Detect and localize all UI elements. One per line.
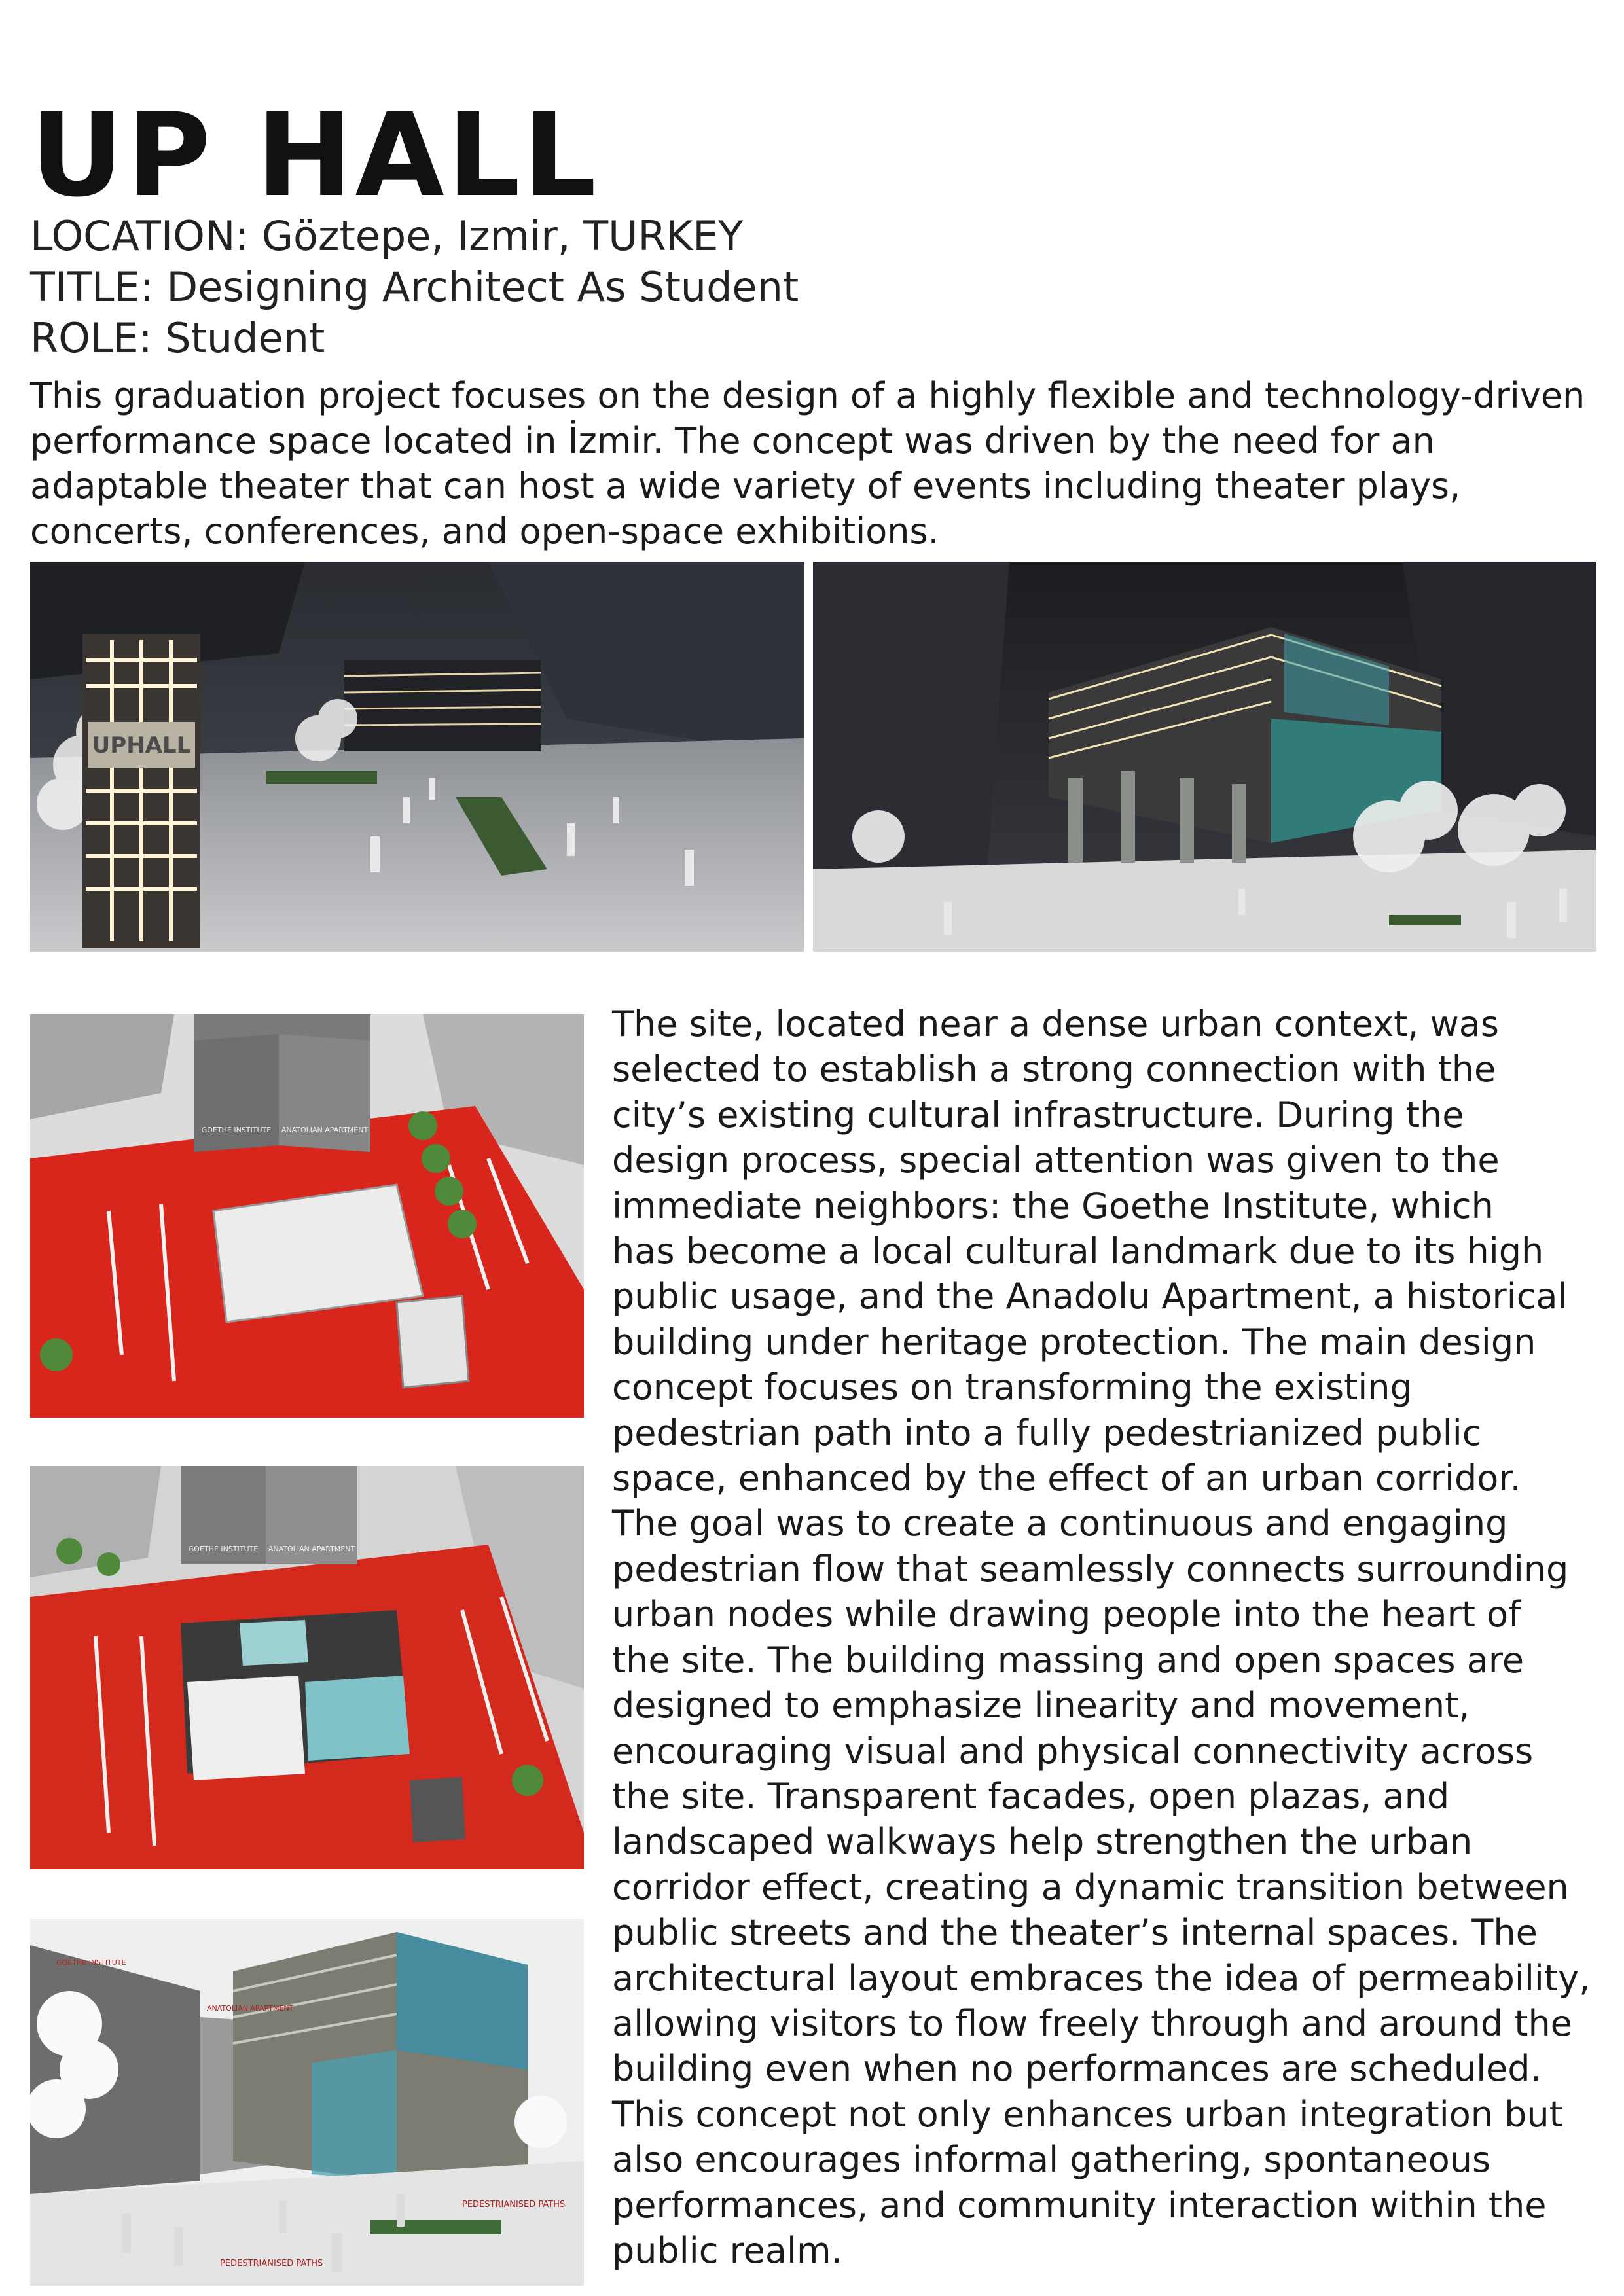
body-line: designed to emphasize linearity and movement, bbox=[612, 1685, 1470, 1727]
page-title: UP HALL bbox=[30, 88, 599, 223]
body-line: The goal was to create a continuous and engaging bbox=[612, 1503, 1508, 1545]
map-label: ANATOLIAN APARTMENT bbox=[207, 2004, 294, 2013]
body-line: design process, special attention was given to the bbox=[612, 1139, 1500, 1181]
body-line: This concept not only enhances urban integration but bbox=[612, 2093, 1563, 2135]
map-label: GOETHE INSTITUTE bbox=[201, 1126, 272, 1134]
body-line: corridor effect, creating a dynamic transition between bbox=[612, 1866, 1569, 1908]
body-line: public streets and the theater’s internal spaces. The bbox=[612, 1912, 1538, 1954]
body-line: selected to establish a strong connection with the bbox=[612, 1049, 1496, 1090]
map-label: ANATOLIAN APARTMENT bbox=[268, 1545, 355, 1553]
role-line: ROLE: Student bbox=[30, 314, 325, 362]
intro-line: concerts, conferences, and open-space exhibitions. bbox=[30, 511, 939, 552]
intro-line: adaptable theater that can host a wide variety of events including theater plays, bbox=[30, 465, 1461, 507]
location-line: LOCATION: Göztepe, Izmir, TURKEY bbox=[30, 212, 744, 260]
body-line: allowing visitors to flow freely through and around the bbox=[612, 2002, 1572, 2044]
body-line: urban nodes while drawing people into the heart of bbox=[612, 1594, 1521, 1636]
body-line: space, enhanced by the effect of an urban corridor. bbox=[612, 1458, 1521, 1499]
intro-line: performance space located in İzmir. The concept was driven by the need for an bbox=[30, 420, 1435, 461]
body-line: performances, and community interaction within the bbox=[612, 2184, 1547, 2226]
project-title-line: TITLE: Designing Architect As Student bbox=[30, 263, 799, 311]
map-label: GOETHE INSTITUTE bbox=[56, 1958, 126, 1967]
body-line: the site. The building massing and open spaces are bbox=[612, 1639, 1525, 1681]
body-line: architectural layout embraces the idea of permeability, bbox=[612, 1957, 1591, 1999]
body-line: public usage, and the Anadolu Apartment, a historical bbox=[612, 1276, 1568, 1318]
map-label: ANATOLIAN APARTMENT bbox=[281, 1126, 369, 1134]
body-line: encouraging visual and physical connectivity across bbox=[612, 1730, 1534, 1772]
night-building-render bbox=[813, 562, 1596, 952]
body-line: building under heritage protection. The main design bbox=[612, 1321, 1536, 1363]
body-line: has become a local cultural landmark due to its high bbox=[612, 1230, 1544, 1272]
body-line: city’s existing cultural infrastructure. During the bbox=[612, 1094, 1464, 1136]
body-line: building even when no performances are scheduled. bbox=[612, 2048, 1542, 2090]
night-plaza-render bbox=[30, 562, 804, 952]
intro-paragraph bbox=[30, 373, 1614, 554]
map-label: PEDESTRIANISED PATHS bbox=[462, 2200, 566, 2210]
body-line: concept focuses on transforming the existing bbox=[612, 1367, 1413, 1408]
body-line: pedestrian flow that seamlessly connects surrounding bbox=[612, 1548, 1569, 1590]
body-line: also encourages informal gathering, spontaneous bbox=[612, 2139, 1491, 2181]
map-label: PEDESTRIANISED PATHS bbox=[220, 2259, 323, 2269]
project-meta bbox=[30, 211, 799, 364]
body-line: landscaped walkways help strengthen the urban bbox=[612, 1821, 1473, 1863]
body-line: the site. Transparent facades, open plazas, and bbox=[612, 1775, 1450, 1817]
aerial-render-1 bbox=[30, 1014, 584, 1418]
map-label: GOETHE INSTITUTE bbox=[188, 1545, 259, 1553]
body-line: public realm. bbox=[612, 2229, 842, 2271]
body-line: immediate neighbors: the Goethe Institute, which bbox=[612, 1185, 1494, 1227]
body-line: pedestrian path into a fully pedestrianized public bbox=[612, 1412, 1482, 1454]
sign-text: UPHALL bbox=[92, 732, 191, 759]
intro-line: This graduation project focuses on the design of a highly flexible and technology-driven bbox=[30, 375, 1585, 416]
body-line: The site, located near a dense urban context, was bbox=[612, 1003, 1499, 1045]
aerial-render-2 bbox=[30, 1466, 584, 1869]
street-view-render bbox=[30, 1919, 584, 2286]
site-description bbox=[612, 1001, 1607, 2273]
